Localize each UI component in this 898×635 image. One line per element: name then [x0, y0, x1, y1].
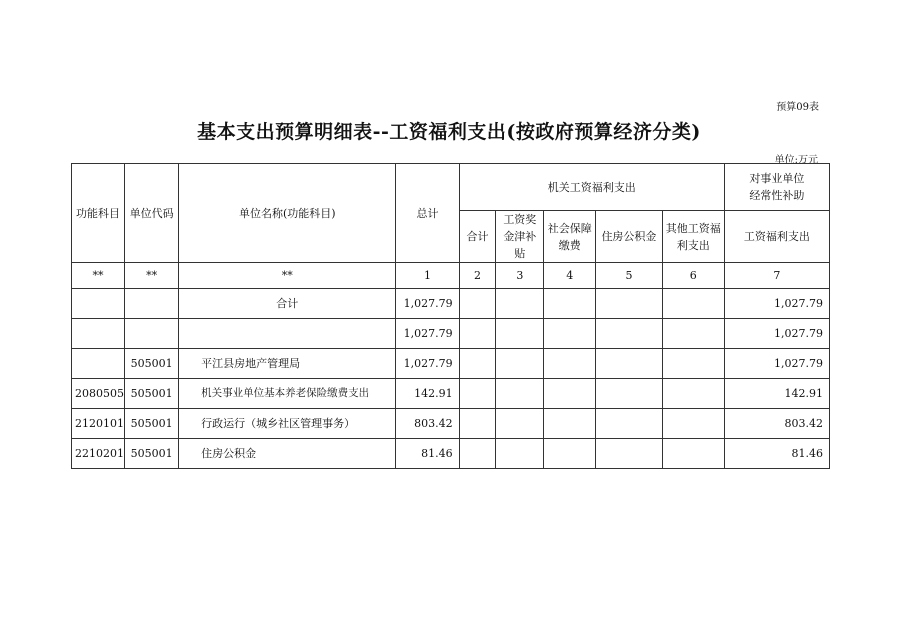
empty-cell [662, 289, 724, 319]
func-cell: 2210201 [72, 439, 125, 469]
code-cell: 505001 [125, 409, 179, 439]
inst-cell: 803.42 [724, 409, 829, 439]
name-cell: 住房公积金 [179, 439, 396, 469]
empty-cell [459, 409, 496, 439]
empty-cell [459, 439, 496, 469]
empty-cell [544, 379, 596, 409]
table-row [72, 349, 830, 379]
func-cell [72, 319, 125, 349]
empty-cell [544, 289, 596, 319]
empty-cell [662, 439, 724, 469]
page-title: 基本支出预算明细表--工资福利支出(按政府预算经济分类) [197, 121, 701, 143]
empty-cell [596, 289, 662, 319]
empty-cell [459, 349, 496, 379]
header-inst-group-line1: 对事业单位 [749, 172, 805, 185]
total-cell: 81.46 [396, 439, 459, 469]
total-cell: 142.91 [396, 379, 459, 409]
header-inst-wage: 工资福利支出 [724, 211, 829, 263]
unit-label: 单位:万元 [774, 155, 818, 166]
table-row [72, 439, 830, 469]
total-cell: 803.42 [396, 409, 459, 439]
empty-cell [662, 349, 724, 379]
inst-cell: 81.46 [724, 439, 829, 469]
inst-cell: 142.91 [724, 379, 829, 409]
index-cell: ** [179, 263, 396, 289]
empty-cell [496, 349, 544, 379]
func-cell: 2120101 [72, 409, 125, 439]
index-cell: ** [72, 263, 125, 289]
empty-cell [596, 349, 662, 379]
index-cell: 1 [396, 263, 459, 289]
index-row [72, 263, 830, 289]
index-cell: 2 [459, 263, 496, 289]
index-cell: 6 [662, 263, 724, 289]
empty-cell [596, 319, 662, 349]
inst-cell: 1,027.79 [724, 319, 829, 349]
table-row [72, 379, 830, 409]
code-cell [125, 289, 179, 319]
budget-table [71, 163, 830, 469]
func-cell [72, 349, 125, 379]
header-housing-fund: 住房公积金 [596, 211, 662, 263]
func-cell [72, 289, 125, 319]
empty-cell [596, 409, 662, 439]
name-cell: 合计 [179, 289, 396, 319]
empty-cell [596, 379, 662, 409]
empty-cell [662, 409, 724, 439]
empty-cell [544, 439, 596, 469]
inst-cell: 1,027.79 [724, 289, 829, 319]
empty-cell [596, 439, 662, 469]
empty-cell [662, 379, 724, 409]
empty-cell [544, 349, 596, 379]
code-cell [125, 319, 179, 349]
name-cell: 机关事业单位基本养老保险缴费支出 [179, 379, 396, 409]
header-sub-total: 合计 [459, 211, 496, 263]
empty-cell [459, 379, 496, 409]
empty-cell [459, 319, 496, 349]
name-cell [179, 319, 396, 349]
table-row [72, 409, 830, 439]
header-social-security: 社会保障缴费 [544, 211, 596, 263]
index-cell: 5 [596, 263, 662, 289]
header-unit-name: 单位名称(功能科目) [179, 164, 396, 263]
form-number: 预算09表 [776, 102, 819, 113]
table-row [72, 289, 830, 319]
name-cell: 行政运行（城乡社区管理事务） [179, 409, 396, 439]
table-row [72, 319, 830, 349]
header-wage-bonus: 工资奖金津补贴 [496, 211, 544, 263]
empty-cell [544, 409, 596, 439]
code-cell: 505001 [125, 379, 179, 409]
empty-cell [496, 289, 544, 319]
total-cell: 1,027.79 [396, 289, 459, 319]
code-cell: 505001 [125, 349, 179, 379]
code-cell: 505001 [125, 439, 179, 469]
header-total: 总计 [396, 164, 459, 263]
empty-cell [496, 319, 544, 349]
index-cell: 3 [496, 263, 544, 289]
index-cell: 4 [544, 263, 596, 289]
name-cell: 平江县房地产管理局 [179, 349, 396, 379]
header-inst-group [724, 164, 829, 211]
total-cell: 1,027.79 [396, 319, 459, 349]
empty-cell [459, 289, 496, 319]
empty-cell [496, 409, 544, 439]
header-unit-code: 单位代码 [125, 164, 179, 263]
empty-cell [544, 319, 596, 349]
inst-cell: 1,027.79 [724, 349, 829, 379]
empty-cell [496, 379, 544, 409]
index-cell: 7 [724, 263, 829, 289]
header-org-wage-group: 机关工资福利支出 [459, 164, 724, 211]
total-cell: 1,027.79 [396, 349, 459, 379]
header-inst-group-line2: 经常性补助 [749, 189, 805, 202]
header-func-subject: 功能科目 [72, 164, 125, 263]
header-other-wage: 其他工资福利支出 [662, 211, 724, 263]
empty-cell [662, 319, 724, 349]
index-cell: ** [125, 263, 179, 289]
empty-cell [496, 439, 544, 469]
func-cell: 2080505 [72, 379, 125, 409]
